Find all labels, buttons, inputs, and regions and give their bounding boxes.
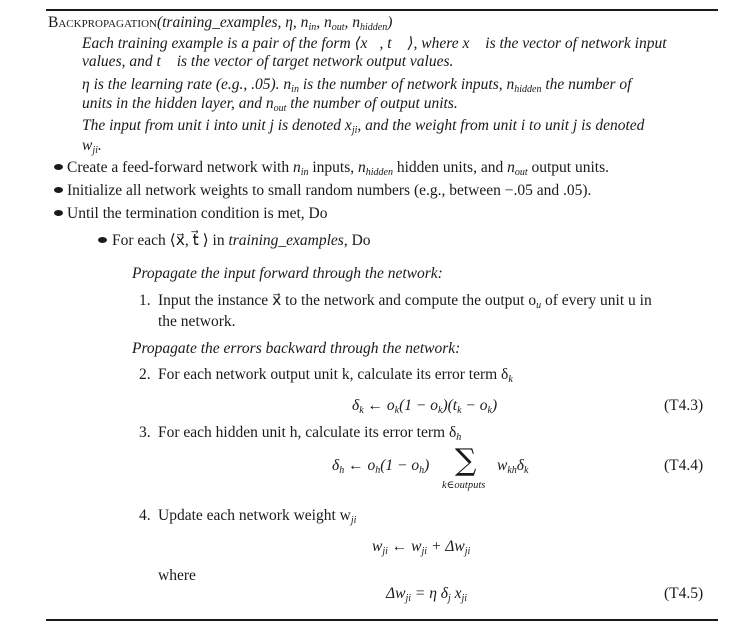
bullet-icon: [54, 210, 63, 216]
step-1-continuation: the network.: [158, 313, 236, 330]
description-line-2: values, and t⃗ is the vector of target network output values.: [82, 53, 454, 70]
description-line-4: units in the hidden layer, and $n_{out}$ the number of output units.: [82, 95, 458, 114]
description-line-5: The input from unit i into unit j is denoted $x_{ji}$, and the weight from unit i to unit j is denoted: [82, 117, 645, 136]
step-1-number: 1.: [139, 292, 151, 309]
step-initialize-weights: Initialize all network weights to small random numbers (e.g., between −.05 and .05).: [67, 182, 592, 199]
propagate-backward-heading: Propagate the errors backward through the network:: [132, 340, 461, 357]
algorithm-header: [48, 15, 392, 33]
step-4-text: Update each network weight $w_{ji}$: [158, 507, 357, 526]
description-line-6: $w_{ji}$.: [82, 137, 102, 156]
propagate-forward-heading: Propagate the input forward through the network:: [132, 265, 443, 282]
equation-label-t4-4: (T4.4): [664, 457, 704, 474]
step-4-number: 4.: [139, 507, 151, 524]
where-label: where: [158, 567, 196, 584]
step-until-termination: Until the termination condition is met, Do: [67, 205, 328, 222]
equation-weight-update: $w_{ji}$ ← $w_{ji} + \Delta w_{ji}$: [372, 538, 471, 557]
equation-label-t4-3: (T4.3): [664, 397, 704, 414]
step-3-number: 3.: [139, 424, 151, 441]
top-rule: [46, 9, 718, 11]
equation-t4-4-rhs: $w_{kh}\delta_k$: [497, 457, 529, 476]
step-2-text: For each network output unit k, calculate its error term $\delta_k$: [158, 366, 513, 385]
summation-index: k∈outputs: [442, 480, 486, 491]
description-line-3: η is the learning rate (e.g., .05). $n_{in}$ is the number of network inputs, $n_{hidden}$ the number of: [82, 76, 632, 95]
summation-symbol: ∑: [455, 443, 477, 478]
step-3-text: For each hidden unit h, calculate its error term $\delta_h$: [158, 424, 462, 443]
step-for-each-example: For each ⟨x⃗, t⃗ ⟩ in training_examples, Do: [112, 232, 371, 249]
bullet-icon: [98, 237, 107, 243]
step-2-number: 2.: [139, 366, 151, 383]
equation-label-t4-5: (T4.5): [664, 585, 704, 602]
equation-t4-4-lhs: $\delta_h$ ← $o_h(1 - o_h)$: [332, 457, 430, 476]
algorithm-name: Backpropagation: [48, 14, 157, 31]
bottom-rule: [46, 619, 718, 621]
bullet-icon: [54, 187, 63, 193]
step-create-network: Create a feed-forward network with $n_{in}$ inputs, $n_{hidden}$ hidden units, and $n_{out}$ output units.: [67, 159, 609, 178]
bullet-icon: [54, 164, 63, 170]
equation-t4-5: $\Delta w_{ji} = \eta$ $\delta_j$ $x_{ji}$: [386, 585, 468, 604]
equation-t4-3: $\delta_k$ ← $o_k(1 - o_k)(t_k - o_k)$: [352, 397, 498, 416]
algorithm-args: (training_examples, η, $n_{in}$, $n_{out}$, $n_{hidden}$): [156, 14, 393, 33]
description-line-1: Each training example is a pair of the form ⟨x⃗, t⃗ ⟩, where x⃗ is the vector of network input: [82, 35, 667, 52]
step-1-text: Input the instance x⃗ to the network and compute the output $o_u$ of every unit u in: [158, 292, 652, 311]
